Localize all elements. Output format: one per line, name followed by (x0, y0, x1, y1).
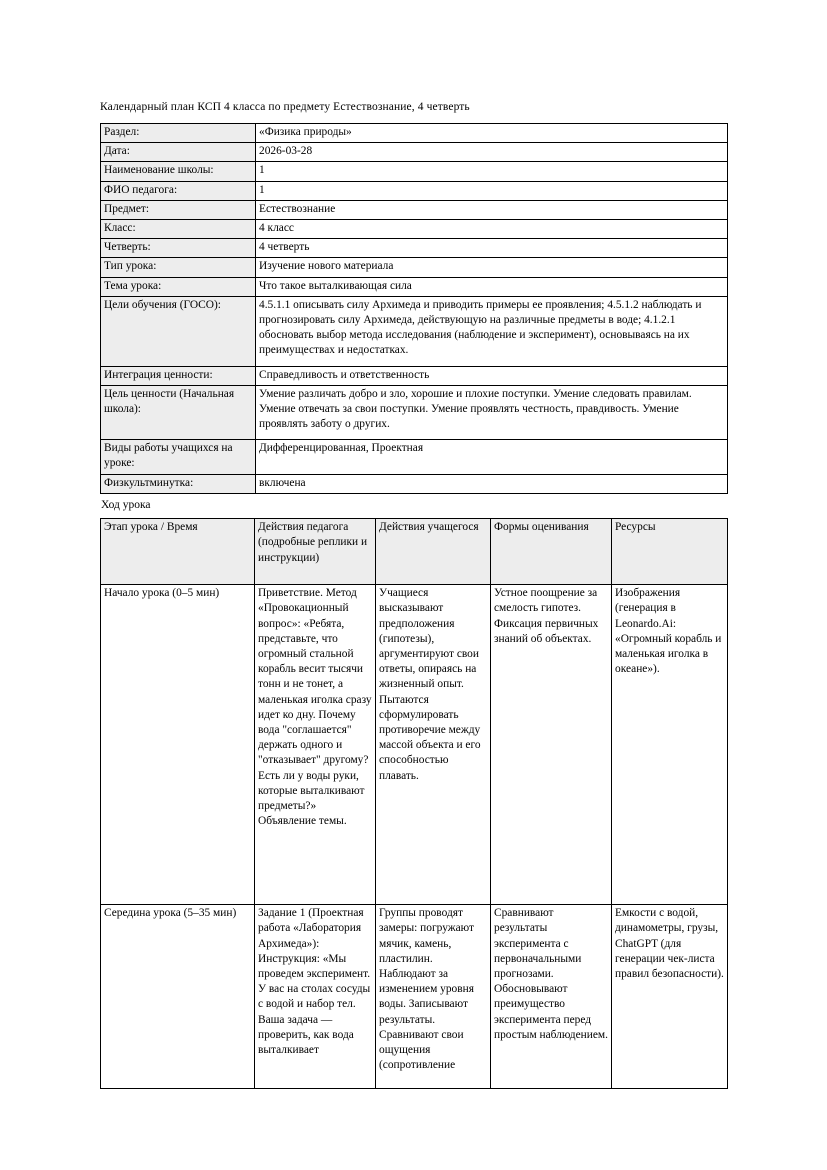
table-row (101, 220, 728, 239)
cell-resources-start: Изображения (генерация в Leonardo.Ai: «Огромный корабль и маленькая иголка в океане»). (612, 585, 728, 905)
cell-student-start: Учащиеся высказывают предположения (гипотезы), аргументируют свои ответы, опираясь на жизненный опыт. Пытаются сформулировать противоречие между массой объекта и его способностью плавать. (376, 585, 491, 905)
cell-stage-middle: Середина урока (5–35 мин) (101, 905, 255, 1089)
cell-assessment-start: Устное поощрение за смелость гипотез. Фиксация первичных знаний об объектах. (491, 585, 612, 905)
cell-student-middle: Группы проводят замеры: погружают мячик, камень, пластилин. Наблюдают за изменением уровня воды. Записывают результаты. Сравнивают свои ощущения (сопротивление (376, 905, 491, 1089)
info-value-school: 1 (256, 162, 728, 181)
info-label-subject: Предмет: (101, 200, 256, 219)
lesson-flow-body (101, 585, 728, 1089)
page-title: Календарный план КСП 4 класса по предмету Естествознание, 4 четверть (100, 101, 470, 113)
table-row (101, 440, 728, 475)
info-label-physical-break: Физкультминутка: (101, 475, 256, 494)
info-value-lesson-type: Изучение нового материала (256, 258, 728, 277)
info-value-quarter: 4 четверть (256, 239, 728, 258)
table-row (101, 296, 728, 366)
table-row (101, 386, 728, 440)
table-row (101, 181, 728, 200)
info-label-learning-goals: Цели обучения (ГОСО): (101, 296, 256, 366)
info-label-value-goal: Цель ценности (Начальная школа): (101, 386, 256, 440)
info-value-date: 2026-03-28 (256, 143, 728, 162)
table-row (101, 239, 728, 258)
cell-assessment-middle: Сравнивают результаты эксперимента с первоначальными прогнозами. Обосновывают преимущество эксперимента перед простым наблюдением. (491, 905, 612, 1089)
info-value-value-goal: Умение различать добро и зло, хорошие и плохие поступки. Умение следовать правилам. Умение отвечать за свои поступки. Умение проявлять честность, правдивость. Умение проявлять заботу о других. (256, 386, 728, 440)
cell-teacher-start: Приветствие. Метод «Провокационный вопрос»: «Ребята, представьте, что огромный стальной корабль весит тысячи тонн и не тонет, а маленькая иголка сразу идет ко дну. Почему вода "соглашается" держать одного и "отказывает" другому? Есть ли у воды руки, которые выталкивают предметы?» Объявление темы. (255, 585, 376, 905)
lesson-flow-heading: Ход урока (101, 499, 151, 512)
column-header-resources: Ресурсы (612, 519, 728, 585)
info-label-date: Дата: (101, 143, 256, 162)
table-row (101, 585, 728, 905)
lesson-info-body (101, 124, 728, 494)
cell-stage-start: Начало урока (0–5 мин) (101, 585, 255, 905)
info-value-physical-break: включена (256, 475, 728, 494)
info-label-section: Раздел: (101, 124, 256, 143)
info-value-teacher: 1 (256, 181, 728, 200)
lesson-info-table (100, 123, 728, 494)
lesson-flow-table (100, 518, 728, 1089)
info-label-grade: Класс: (101, 220, 256, 239)
info-value-lesson-topic: Что такое выталкивающая сила (256, 277, 728, 296)
cell-teacher-middle: Задание 1 (Проектная работа «Лаборатория Архимеда»): Инструкция: «Мы проведем эксперимент. У вас на столах сосуды с водой и набор тел. Ваша задача — проверить, как вода выталкивает (255, 905, 376, 1089)
table-row (101, 143, 728, 162)
info-value-subject: Естествознание (256, 200, 728, 219)
info-label-value-integration: Интеграция ценности: (101, 366, 256, 385)
cell-resources-middle: Емкости с водой, динамометры, грузы, ChatGPT (для генерации чек-листа правил безопасности). (612, 905, 728, 1089)
info-value-work-kinds: Дифференцированная, Проектная (256, 440, 728, 475)
info-value-value-integration: Справедливость и ответственность (256, 366, 728, 385)
info-value-grade: 4 класс (256, 220, 728, 239)
info-label-quarter: Четверть: (101, 239, 256, 258)
table-row (101, 124, 728, 143)
info-label-lesson-type: Тип урока: (101, 258, 256, 277)
column-header-teacher-actions: Действия педагога (подробные реплики и инструкции) (255, 519, 376, 585)
lesson-flow-header (101, 519, 728, 585)
info-label-school: Наименование школы: (101, 162, 256, 181)
column-header-stage: Этап урока / Время (101, 519, 255, 585)
table-row (101, 475, 728, 494)
table-row (101, 200, 728, 219)
table-row (101, 162, 728, 181)
info-label-teacher: ФИО педагога: (101, 181, 256, 200)
table-row (101, 366, 728, 385)
table-row (101, 258, 728, 277)
table-header-row (101, 519, 728, 585)
table-row (101, 905, 728, 1089)
info-value-learning-goals: 4.5.1.1 описывать силу Архимеда и приводить примеры ее проявления; 4.5.1.2 наблюдать и прогнозировать силу Архимеда, действующую на различные предметы в воде; 4.1.2.1 обосновать выбор метода исследования (наблюдение и эксперимент), основываясь на их преимуществах и недостатках. (256, 296, 728, 366)
info-label-work-kinds: Виды работы учащихся на уроке: (101, 440, 256, 475)
column-header-student-actions: Действия учащегося (376, 519, 491, 585)
column-header-assessment-forms: Формы оценивания (491, 519, 612, 585)
table-row (101, 277, 728, 296)
info-label-lesson-topic: Тема урока: (101, 277, 256, 296)
info-value-section: «Физика природы» (256, 124, 728, 143)
